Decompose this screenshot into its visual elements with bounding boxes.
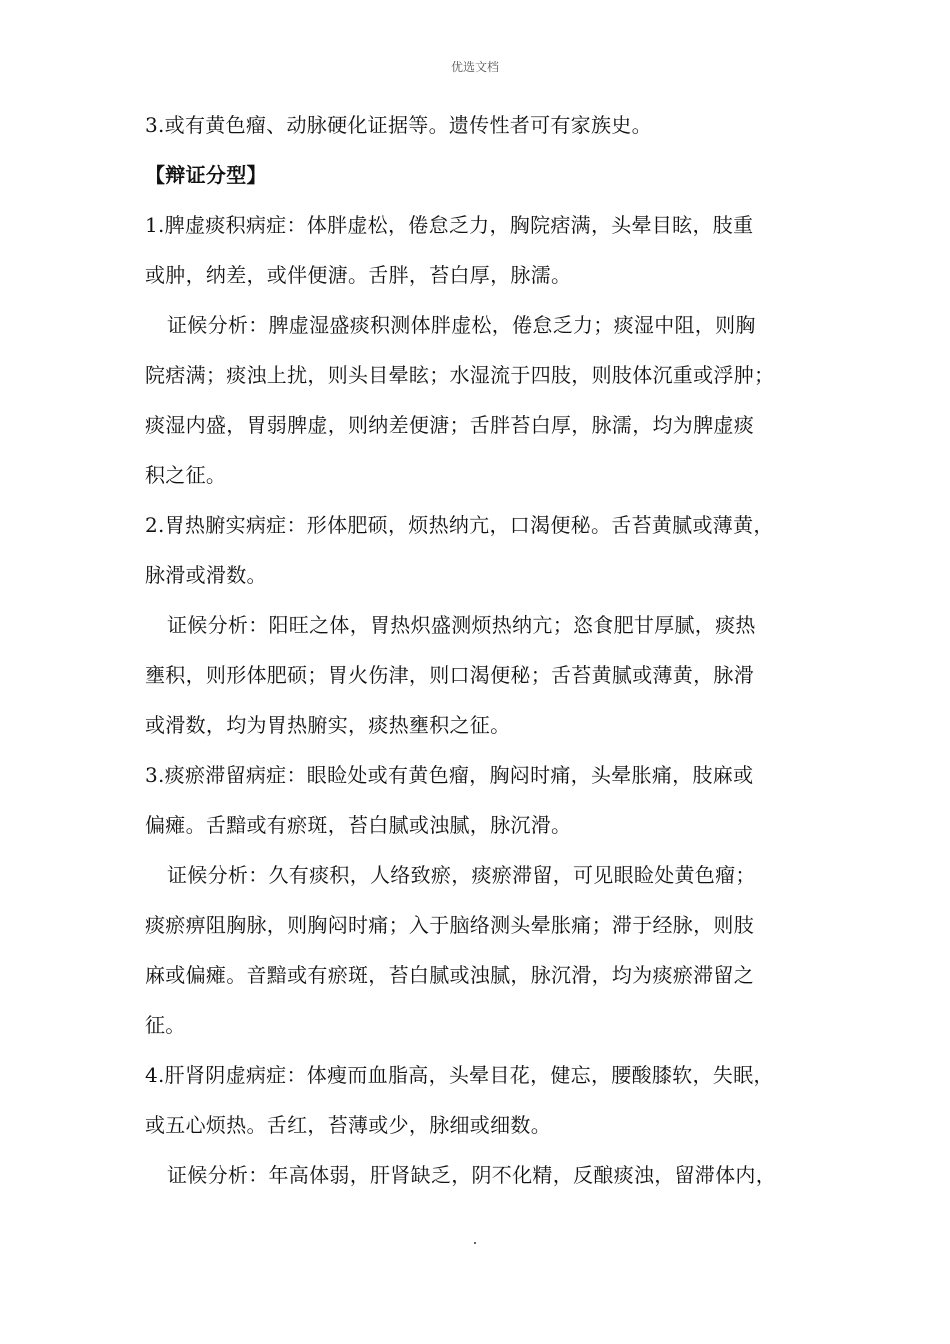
paragraph-line: 痰湿内盛，胃弱脾虚，则纳差便溏；舌胖苔白厚，脉濡，均为脾虚痰 <box>145 413 754 437</box>
paragraph-line: 壅积，则形体肥硕；胃火伤津，则口渴便秘；舌苔黄腻或薄黄，脉滑 <box>145 663 754 687</box>
paragraph-line: 证候分析：脾虚湿盛痰积测体胖虚松，倦怠乏力；痰湿中阻，则胸 <box>167 313 756 337</box>
paragraph-line: 积之征。 <box>145 463 227 487</box>
paragraph-line: 证候分析：阳旺之体，胃热炽盛测烦热纳亢；恣食肥甘厚腻，痰热 <box>167 613 756 637</box>
paragraph-line: 院痞满；痰浊上扰，则头目晕眩；水湿流于四肢，则肢体沉重或浮肿； <box>145 363 775 387</box>
paragraph-line: 或滑数，均为胃热腑实，痰热壅积之征。 <box>145 713 511 737</box>
paragraph-line: 或五心烦热。舌红，苔薄或少，脉细或细数。 <box>145 1113 551 1137</box>
paragraph-line: 征。 <box>145 1013 186 1037</box>
paragraph-line: 1.脾虚痰积病症：体胖虚松，倦怠乏力，胸院痞满，头晕目眩，肢重 <box>145 213 754 237</box>
document-body <box>145 100 817 1200</box>
paragraph-line: 脉滑或滑数。 <box>145 563 267 587</box>
paragraph-line: 3.痰瘀滞留病症：眼睑处或有黄色瘤，胸闷时痛，头晕胀痛，肢麻或 <box>145 763 754 787</box>
paragraph-line: 证候分析：年高体弱，肝肾缺乏，阴不化精，反酿痰浊，留滞体内， <box>167 1163 776 1187</box>
section-heading: 【辩证分型】 <box>145 163 267 187</box>
paragraph-line: 偏瘫。舌黯或有瘀斑，苔白腻或浊腻，脉沉滑。 <box>145 813 572 837</box>
paragraph-line: 3.或有黄色瘤、动脉硬化证据等。遗传性者可有家族史。 <box>145 113 652 137</box>
paragraph-line: 2.胃热腑实病症：形体肥硕，烦热纳亢，口渴便秘。舌苔黄腻或薄黄， <box>145 513 774 537</box>
page-header: 优选文档 <box>450 60 499 74</box>
footer-mark <box>474 1242 476 1244</box>
paragraph-line: 麻或偏瘫。音黯或有瘀斑，苔白腻或浊腻，脉沉滑，均为痰瘀滞留之 <box>145 963 754 987</box>
paragraph-line: 痰瘀痹阻胸脉，则胸闷时痛；入于脑络测头晕胀痛；滞于经脉，则肢 <box>145 913 754 937</box>
paragraph-line: 证候分析：久有痰积，人络致瘀，痰瘀滞留，可见眼睑处黄色瘤； <box>167 863 756 887</box>
paragraph-line: 4.肝肾阴虚病症：体瘦而血脂高，头晕目花，健忘，腰酸膝软，失眠， <box>145 1063 774 1087</box>
paragraph-line: 或肿，纳差，或伴便溏。舌胖，苔白厚，脉濡。 <box>145 263 572 287</box>
